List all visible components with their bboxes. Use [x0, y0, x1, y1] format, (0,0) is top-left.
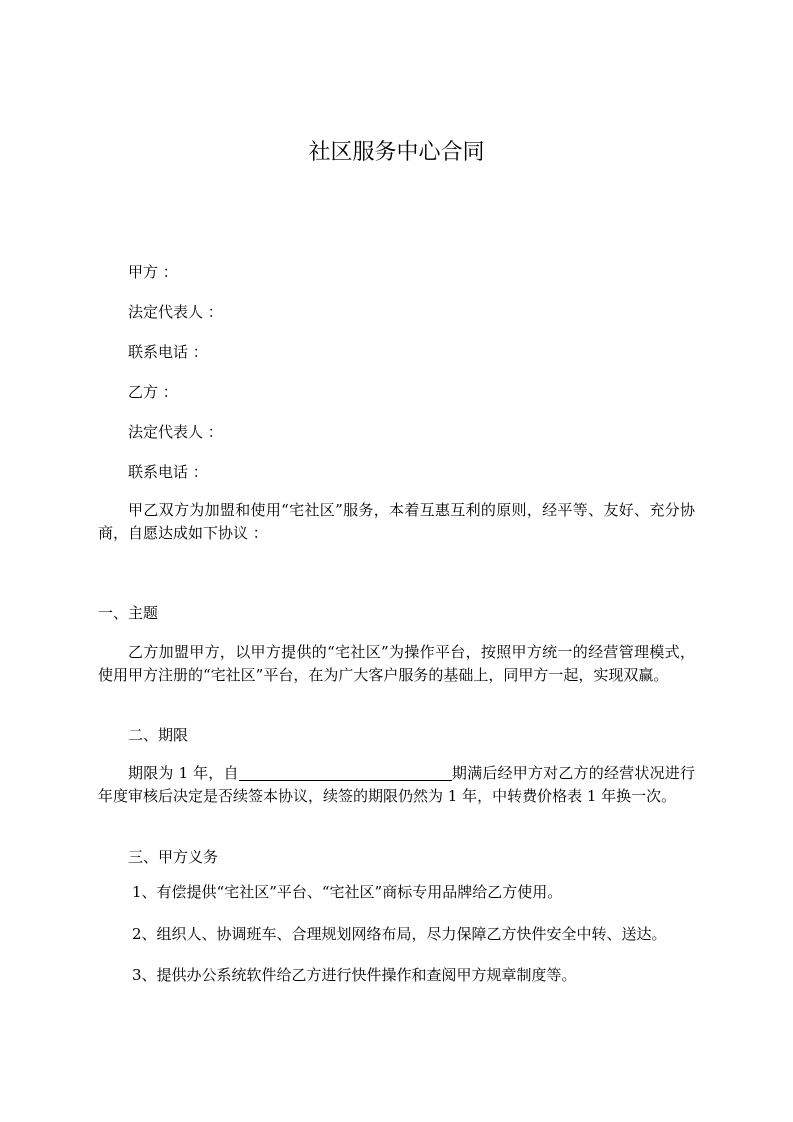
party-b-label: 乙方 ： [128, 383, 178, 401]
document-title: 社区服务中心合同 [308, 140, 485, 165]
term-text-start: 期限为 1 年，自 [128, 764, 239, 782]
party-a-representative-label: 法定代表人 ： [128, 303, 223, 321]
party-b-representative-label: 法定代表人 ： [128, 423, 223, 441]
obligation-item: 2、组织人、协调班车、合理规划网络布局，尽力保障乙方快件安全中转、送达。 [132, 925, 667, 943]
intro-paragraph: 甲乙双方为加盟和使用“宅社区”服务，本着互惠互利的原则，经平等、友好、充分协商，自愿达成如下协议 ： [98, 501, 695, 542]
obligation-item: 1、有偿提供“宅社区”平台、“宅社区”商标专用品牌给乙方使用。 [132, 883, 563, 901]
party-a-label: 甲方 ： [128, 263, 178, 281]
section-1-heading: 一、主题 [98, 604, 159, 622]
date-blank-field[interactable] [239, 765, 452, 781]
section-2-heading: 二、期限 [128, 726, 189, 744]
obligation-item: 3、提供办公系统软件给乙方进行快件操作和查阅甲方规章制度等。 [132, 966, 577, 984]
section-1-body: 乙方加盟甲方，以甲方提供的“宅社区”为操作平台，按照甲方统一的经营管理模式，使用甲方注册的“宅社区”平台，在为广大客户服务的基础上，同甲方一起，实现双赢。 [98, 643, 695, 684]
term-text-end: 期满后经甲方对乙方的经营状况进行年度审核后决定是否续签本协议，续签的期限仍然为 1 年，中转费价格表 1 年换一次。 [98, 764, 695, 805]
party-a-phone-label: 联系电话 ： [128, 343, 208, 361]
section-2-body [98, 762, 695, 807]
section-3-heading: 三、甲方义务 [128, 848, 219, 866]
party-b-phone-label: 联系电话 ： [128, 463, 208, 481]
